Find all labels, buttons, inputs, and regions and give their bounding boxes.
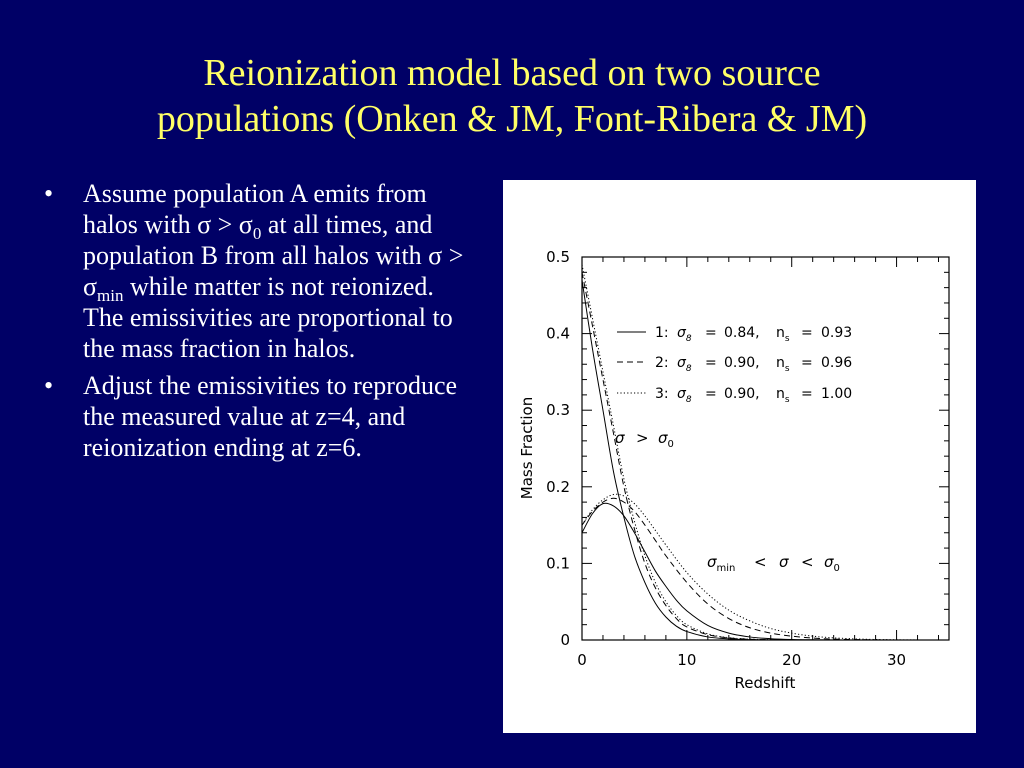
axis-ticks	[546, 248, 949, 669]
chart-figure	[503, 180, 976, 733]
y-tick-label: 0	[560, 631, 570, 649]
bullet-marker: •	[44, 371, 54, 400]
legend-2-number: 2:	[655, 355, 669, 371]
bullet-1-text-b: at all times, and population B from all halos with σ > σ	[83, 210, 464, 301]
annotation-sigmamin-lt-sigma-lt-sigma0	[707, 553, 840, 574]
y-axis-label: Mass Fraction	[518, 396, 536, 500]
legend-ns-symbol: $n_s$	[776, 325, 790, 344]
legend-entry-2	[617, 355, 852, 374]
legend-entry-1	[617, 325, 852, 344]
slide-title-line-1: Reionization model based on two source	[203, 52, 821, 94]
bullet-2-text: Adjust the emissivities to reproduce the measured value at z=4, and reionization ending at z=6.	[83, 371, 458, 462]
slide-title-line-2: populations (Onken & JM, Font-Ribera & JM)	[156, 98, 868, 140]
chart-legend	[617, 325, 852, 405]
x-tick-label: 10	[677, 651, 697, 669]
annotation-sigma: σ	[779, 553, 789, 571]
legend-3-ns-value: 1.00	[821, 386, 853, 402]
bullet-item-2	[38, 370, 478, 463]
legend-3-number: 3:	[655, 386, 669, 402]
legend-entry-3	[617, 386, 852, 405]
y-tick-label: 0.1	[546, 554, 570, 573]
annotation-lt: <	[754, 553, 767, 571]
x-tick-label: 0	[577, 651, 587, 669]
y-tick-label: 0.4	[546, 324, 570, 343]
y-tick-label: 0.2	[546, 477, 570, 496]
bullet-1-sub-min: min	[97, 286, 124, 306]
legend-equals: =	[705, 386, 717, 402]
legend-2-sigma8-value: 0.90,	[724, 355, 760, 371]
bullet-1-sub-0: 0	[252, 224, 262, 244]
bullet-1-text-c: while matter is not reionized. The emissivities are proportional to the mass fraction in halos.	[83, 272, 453, 363]
annotation-sub-min: min	[716, 563, 736, 574]
annotation-sub0: 0	[833, 563, 840, 574]
x-tick-label: 30	[887, 651, 907, 669]
legend-sigma8-symbol: $\sigma_8$	[677, 386, 692, 405]
annotation-sigma0: $\sigma_0$	[658, 429, 674, 450]
plot-frame	[582, 257, 949, 640]
annotation-sigmamin: $\sigma_{min}$	[707, 553, 736, 574]
annotation-sigma0: $\sigma_0$	[824, 553, 840, 574]
bullet-marker: •	[44, 179, 54, 208]
legend-equals: =	[801, 325, 813, 341]
legend-ns-symbol: $n_s$	[776, 355, 790, 374]
series-5-dashed-line	[582, 498, 897, 640]
legend-equals: =	[801, 386, 813, 402]
y-tick-label: 0.3	[546, 401, 570, 420]
legend-sigma8-symbol: $\sigma_8$	[677, 325, 692, 344]
legend-ns-symbol: $n_s$	[776, 386, 790, 405]
legend-equals: =	[801, 355, 813, 371]
annotation-gt: >	[636, 429, 649, 447]
annotation-sigma: σ	[615, 429, 625, 447]
x-tick-label: 20	[782, 651, 802, 669]
legend-1-number: 1:	[655, 325, 669, 341]
bullet-list	[38, 178, 478, 469]
legend-3-sigma8-value: 0.90,	[724, 386, 760, 402]
slide-title	[40, 50, 984, 142]
legend-sigma8-symbol: $\sigma_8$	[677, 355, 692, 374]
legend-equals: =	[705, 325, 717, 341]
chart-curves	[582, 265, 928, 640]
legend-equals: =	[705, 355, 717, 371]
bullet-item-1	[38, 178, 478, 364]
annotation-sigma-gt-sigma0	[615, 429, 674, 450]
mass-fraction-chart	[503, 180, 976, 733]
legend-1-sigma8-value: 0.84,	[724, 325, 760, 341]
legend-1-ns-value: 0.93	[821, 325, 853, 341]
legend-2-ns-value: 0.96	[821, 355, 853, 371]
y-tick-label: 0.5	[546, 248, 570, 266]
bullet-1-text-a: Assume population A emits from halos with σ > σ	[83, 179, 427, 239]
annotation-sub0: 0	[667, 439, 674, 450]
x-axis-label: Redshift	[734, 674, 796, 692]
annotation-lt: <	[801, 553, 814, 571]
series-4-solid-line	[582, 503, 844, 640]
